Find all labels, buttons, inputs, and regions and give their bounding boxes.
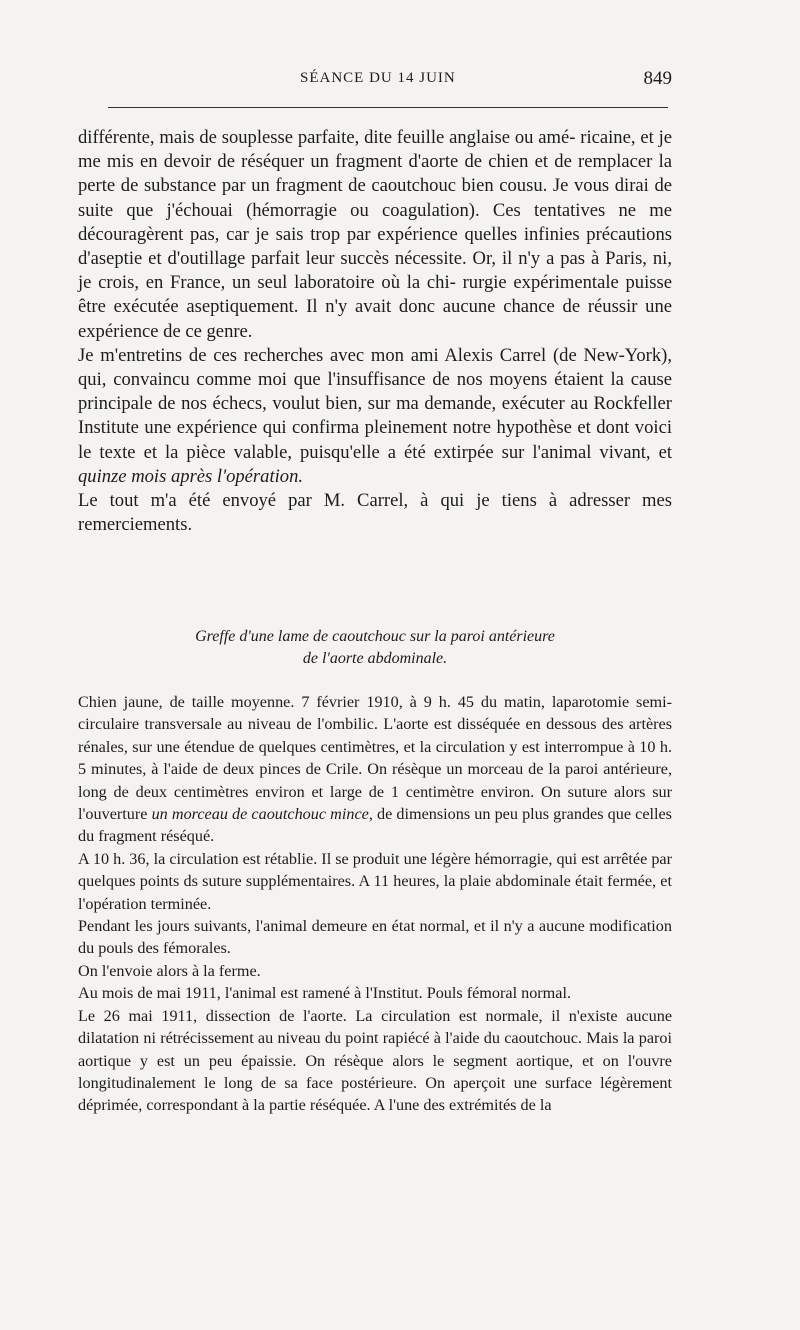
text-line: (hémorragie ou coagulation). Ces tentatives ne me découragèrent xyxy=(78,199,673,245)
text-line: différente, mais de souplesse parfaite, dite feuille anglaise ou amé- xyxy=(78,127,576,148)
report-text-run: Chien jaune, de taille moyenne. 7 février 1910, à 9 h. 45 du matin, laparotomie semi-circulaire transversale au niveau de l'ombilic. L'aorte est disséquée en dessous des artères rénales, sur une étendue de quelques centimètres, et la circulation y est interrompue à 10 h. 5 minutes, à l'aide de deux pinces de Crile. On résèque un morceau de la paroi antérieure, long de deux centimètres environ et large de 1 centimètre environ. On suture alors sur l'ouverture xyxy=(78,693,672,824)
text-line: de caoutchouc bien cousu. Je vous dirai de suite que j'échouai xyxy=(78,175,672,221)
paragraph-3 xyxy=(78,489,672,537)
text-line: nos moyens étaient la cause principale de nos échecs, voulut bien, xyxy=(78,369,673,415)
text-line: avait donc aucune chance de réussir une expérience de ce genre. xyxy=(78,296,673,342)
running-header xyxy=(78,70,672,94)
text-line: pas à Paris, ni, je crois, en France, un seul laboratoire où la chi- xyxy=(78,248,672,294)
report-paragraph-2: A 10 h. 36, la circulation est rétablie. Il se produit une légère hémorragie, qui est arrêtée par quelques points ds suture supplémentaires. A 11 heures, la plaie abdominale était fermée, et l'opération terminée. xyxy=(78,849,672,913)
text-line: rurgie expérimentale puisse être exécutée aseptiquement. Il n'y xyxy=(78,272,672,318)
paragraph-1 xyxy=(78,126,672,344)
report-text xyxy=(78,691,672,1117)
text-line: qui confirma pleinement notre hypothèse et dont voici le texte et xyxy=(78,417,672,463)
text-line: de chien et de remplacer la perte de substance par un fragment xyxy=(78,151,672,197)
page-number: 849 xyxy=(643,68,672,89)
text-line: Le tout m'a été envoyé par M. Carrel, à qui je tiens à adresser xyxy=(78,490,631,512)
paragraph-2 xyxy=(78,344,672,489)
report-paragraph-1 xyxy=(78,691,672,848)
italic-phrase: un morceau de caoutchouc mince xyxy=(151,805,369,824)
running-title: SÉANCE DU 14 JUIN xyxy=(300,70,456,86)
main-text xyxy=(78,126,672,537)
report-text-run: , de dimensions un peu plus grandes que celles du fragment réséqué. xyxy=(78,805,672,846)
text-line: mes remerciements. xyxy=(78,490,672,536)
text-line: sur ma demande, exécuter au Rockfeller Institute une expérience xyxy=(78,393,672,439)
report-paragraph-5: Au mois de mai 1911, l'animal est ramené à l'Institut. Pouls fémoral normal. xyxy=(78,984,572,1003)
text-line: la pièce valable, puisqu'elle a été extirpée sur l'animal vivant, et xyxy=(165,441,672,463)
report-paragraph-4: On l'envoie alors à la ferme. xyxy=(78,961,261,980)
section-heading xyxy=(78,626,672,670)
heading-line-2: de l'aorte abdominale. xyxy=(302,650,448,667)
text-line: pas, car je sais trop par expérience quelles infinies précautions xyxy=(190,223,672,245)
text-line: d'aseptie et d'outillage parfait leur succès nécessite. Or, il n'y a xyxy=(78,248,555,270)
italic-phrase: quinze mois après l'opération. xyxy=(78,465,304,487)
heading-line-1: Greffe d'une lame de caoutchouc sur la paroi antérieure xyxy=(195,628,555,645)
header-rule xyxy=(108,107,668,108)
report-paragraph-6: Le 26 mai 1911, dissection de l'aorte. La circulation est normale, il n'existe aucune dilatation ni rétrécissement au niveau du point rapiécé à l'aide du caoutchouc. Mais la paroi aortique y est un peu épaissie. On résèque alors le segment aortique, et on l'ouvre longitudinalement le long de sa face postérieure. On aperçoit une surface légèrement déprimée, correspondant à la partie réséquée. A l'une des extrémités de la xyxy=(78,1006,672,1115)
text-line: ricaine, et je me mis en devoir de réséquer un fragment d'aorte xyxy=(78,127,672,173)
text-line: (de New-York), qui, convaincu comme moi que l'insuffisance de xyxy=(78,344,672,391)
text-line: Je m'entretins de ces recherches avec mon ami Alexis Carrel xyxy=(78,344,547,366)
report-paragraph-3: Pendant les jours suivants, l'animal demeure en état normal, et il n'y a aucune modification du pouls des fémorales. xyxy=(78,917,672,958)
